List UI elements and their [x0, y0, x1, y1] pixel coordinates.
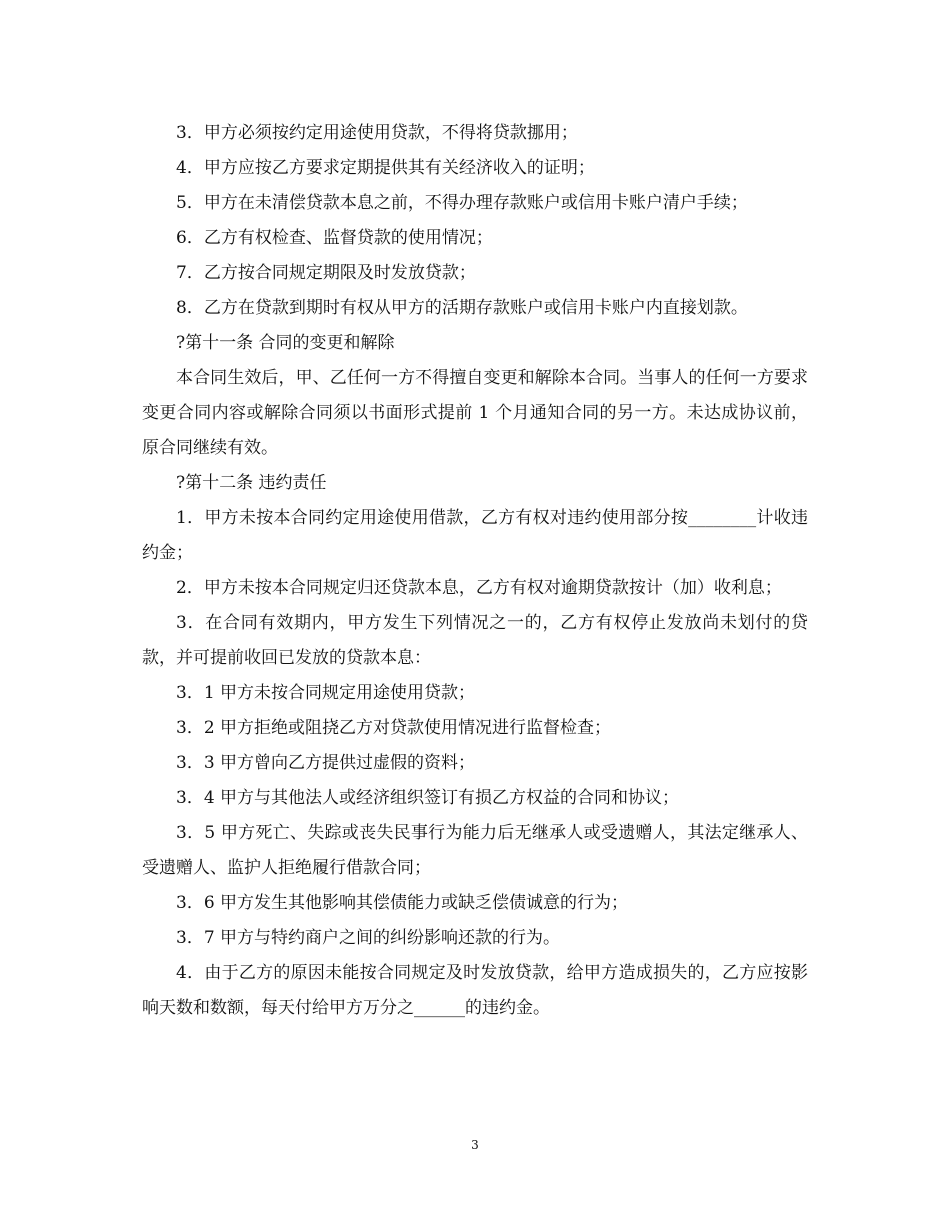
breach-clause-2: 2．甲方未按本合同规定归还贷款本息，乙方有权对逾期贷款按计（加）收利息； [176, 578, 782, 598]
breach-subclause-3-5: 3．5 甲方死亡、失踪或丧失民事行为能力后无继承人或受遗赠人，其法定继承人、受遗赠人、监护人拒绝履行借款合同； [142, 823, 808, 878]
article-12-heading: ?第十二条 违约责任 [176, 473, 327, 493]
clause-7: 7．乙方按合同规定期限及时发放贷款； [176, 263, 476, 283]
clause-4: 4．甲方应按乙方要求定期提供其有关经济收入的证明； [176, 158, 595, 178]
contract-body [142, 116, 808, 1026]
breach-subclause-3-7: 3．7 甲方与特约商户之间的纠纷影响还款的行为。 [176, 928, 561, 948]
breach-clause-4: 4．由于乙方的原因未能按合同规定及时发放贷款，给甲方造成损失的，乙方应按影响天数和数额，每天付给甲方万分之______的违约金。 [142, 963, 808, 1018]
breach-clause-1: 1．甲方未按本合同约定用途使用借款，乙方有权对违约使用部分按________计收违约金； [142, 508, 808, 563]
breach-clause-3: 3．在合同有效期内，甲方发生下列情况之一的，乙方有权停止发放尚未划付的贷款，并可提前收回已发放的贷款本息： [142, 613, 808, 668]
breach-subclause-3-6: 3．6 甲方发生其他影响其偿债能力或缺乏偿债诚意的行为； [176, 893, 629, 913]
breach-subclause-3-2: 3．2 甲方拒绝或阻挠乙方对贷款使用情况进行监督检查； [176, 718, 612, 738]
breach-subclause-3-1: 3．1 甲方未按合同规定用途使用贷款； [176, 683, 476, 703]
clause-3: 3．甲方必须按约定用途使用贷款，不得将贷款挪用； [176, 123, 578, 143]
page-number: 3 [471, 1138, 479, 1152]
article-11-heading: ?第十一条 合同的变更和解除 [176, 333, 395, 353]
clause-8: 8．乙方在贷款到期时有权从甲方的活期存款账户或信用卡账户内直接划款。 [176, 298, 748, 318]
breach-subclause-3-3: 3．3 甲方曾向乙方提供过虚假的资料； [176, 753, 476, 773]
clause-5: 5．甲方在未清偿贷款本息之前，不得办理存款账户或信用卡账户清户手续； [176, 193, 748, 213]
clause-6: 6．乙方有权检查、监督贷款的使用情况； [176, 228, 493, 248]
breach-subclause-3-4: 3．4 甲方与其他法人或经济组织签订有损乙方权益的合同和协议； [176, 788, 680, 808]
article-11-text: 本合同生效后，甲、乙任何一方不得擅自变更和解除本合同。当事人的任何一方要求变更合同内容或解除合同须以书面形式提前 1 个月通知合同的另一方。未达成协议前，原合同继续有效。 [142, 368, 808, 458]
